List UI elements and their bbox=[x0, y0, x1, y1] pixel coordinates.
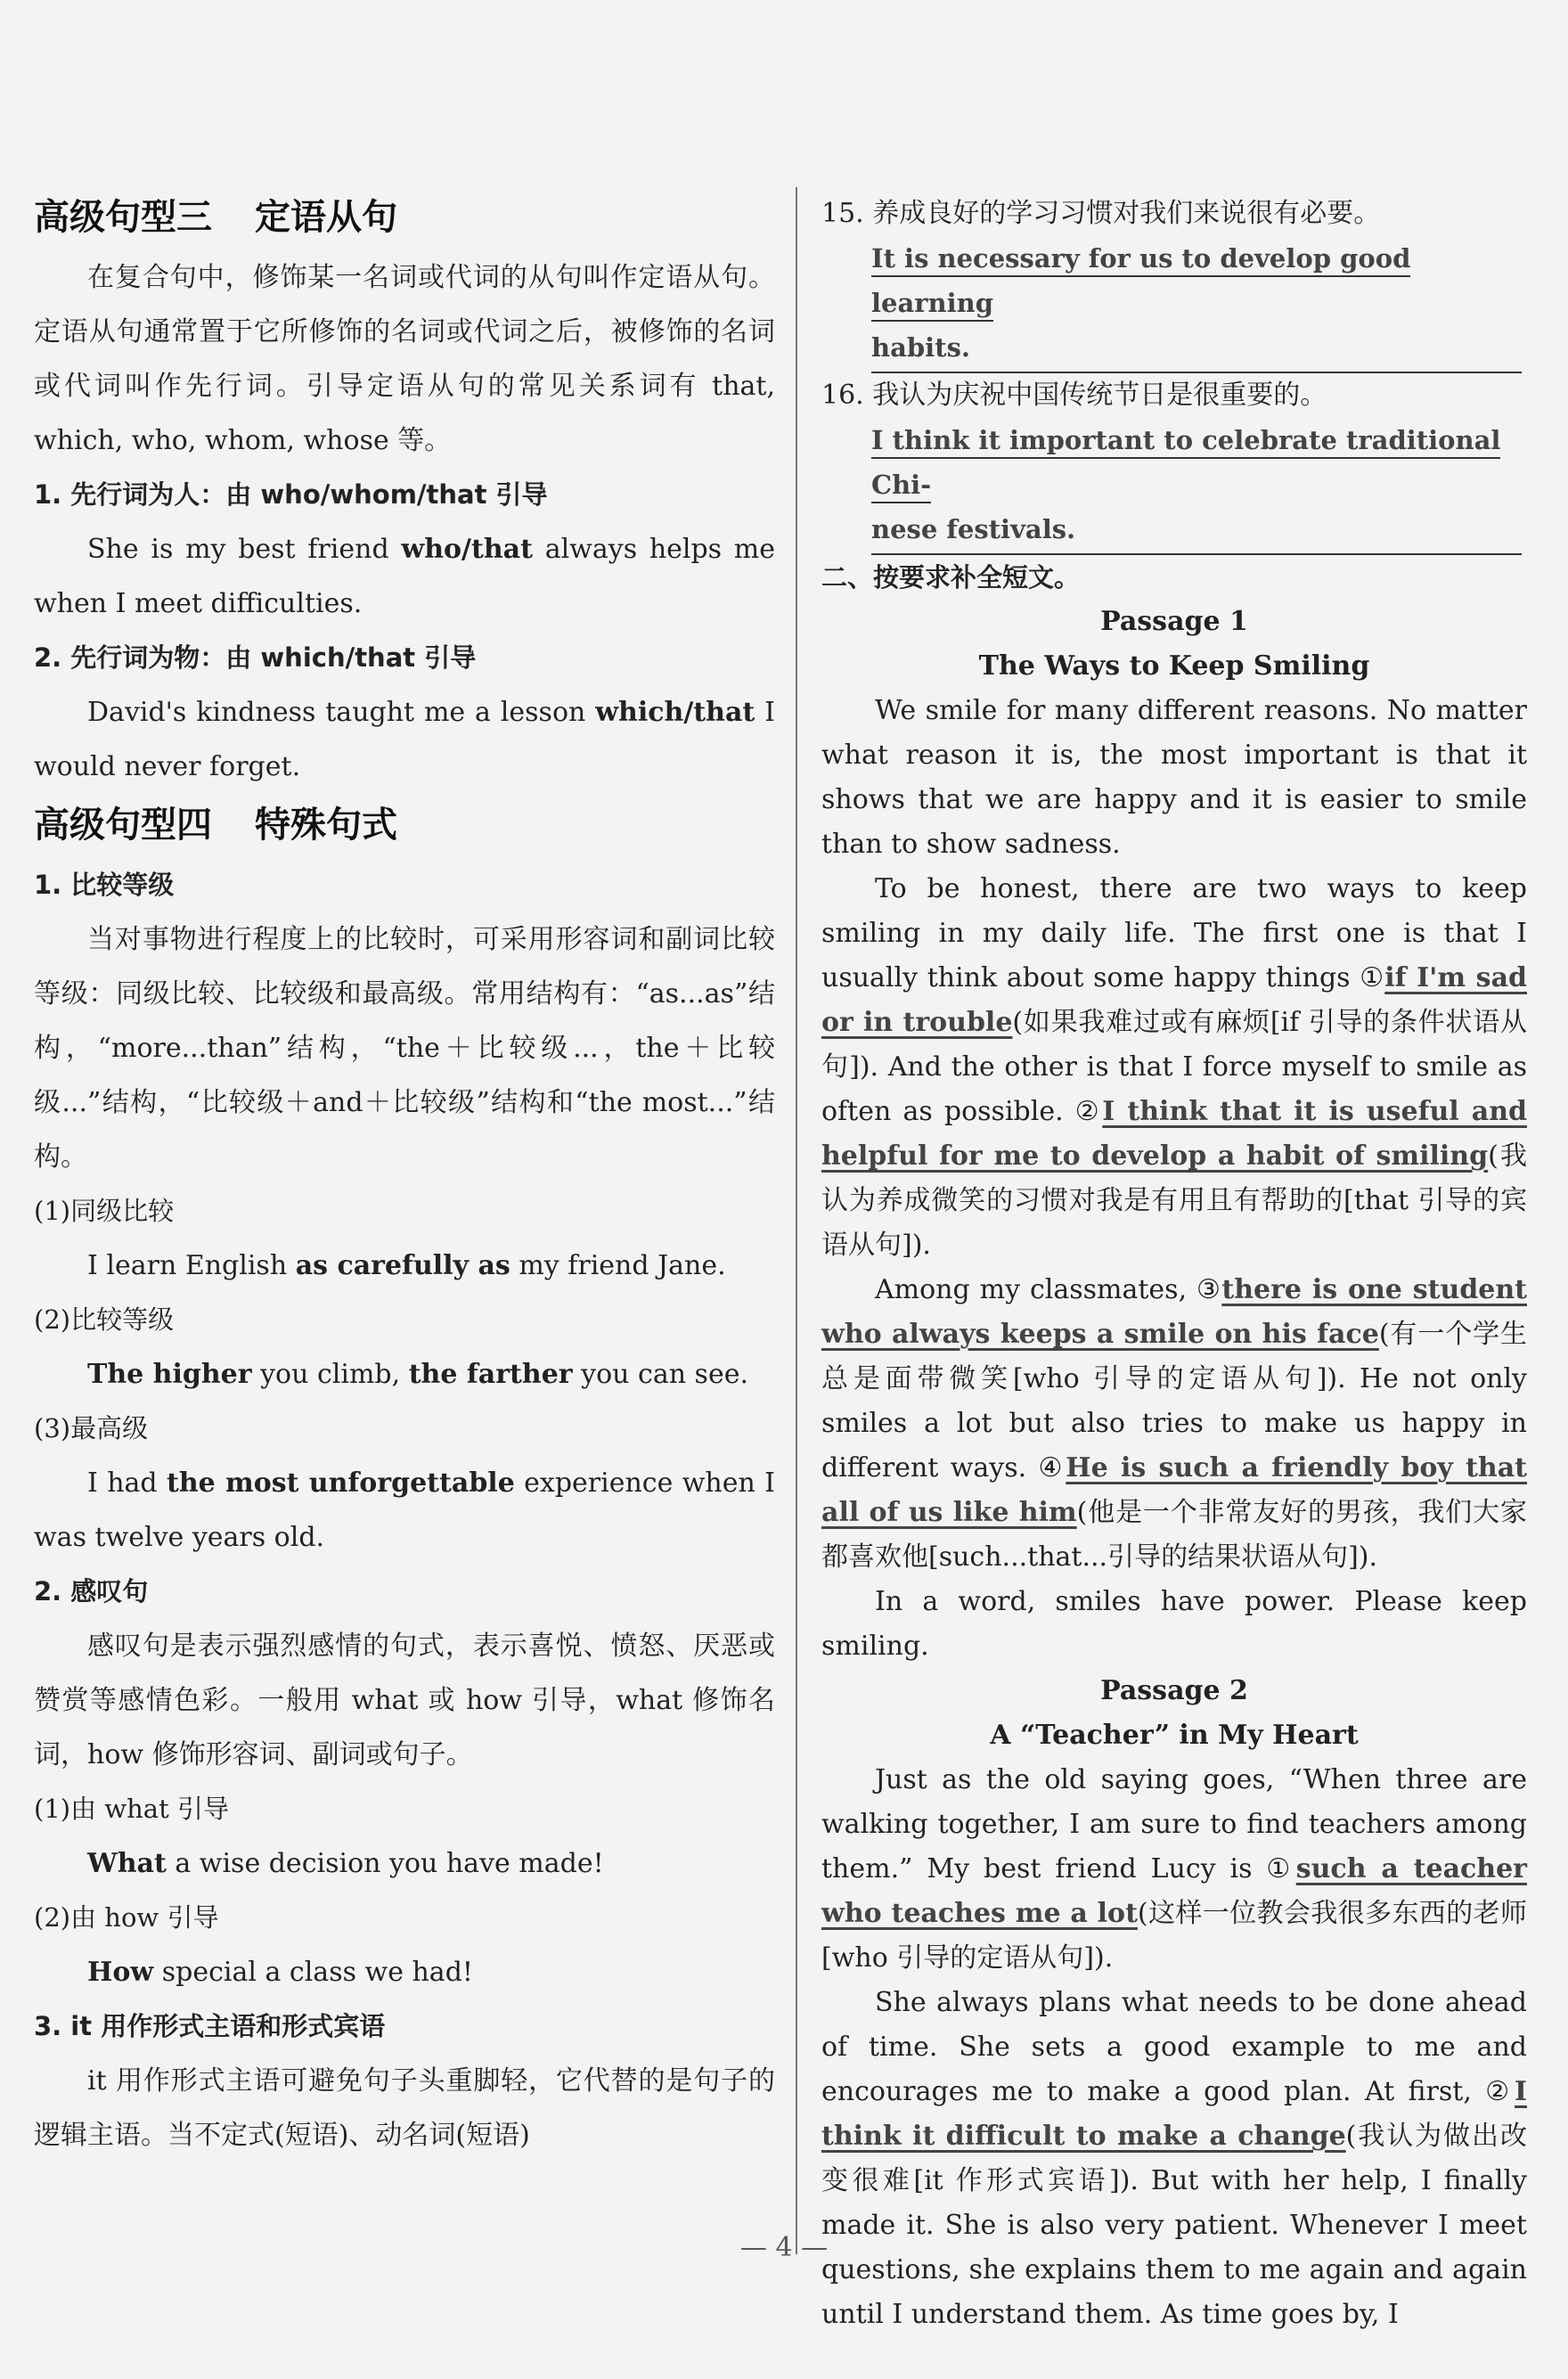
answer-15: It is necessary for us to develop good learning bbox=[821, 236, 1527, 325]
example-sentence: She is my best friend who/that always helps me when I meet difficulties. bbox=[34, 534, 776, 619]
column-divider bbox=[796, 187, 797, 2254]
section-heading-attributive-clause: 高级句型三 定语从句 bbox=[34, 197, 397, 238]
passage-2-paragraph: Just as the old saying goes, “When three are walking together, I am sure to find teachers among them.” My best friend Lucy is ①such a teacher who teaches me a lot(这样一位教会我很多东西的老师[who 引导的定语从句]). bbox=[821, 1764, 1527, 1974]
question-15: 15. 养成良好的学习习惯对我们来说很有必要。 bbox=[821, 198, 1381, 229]
section-heading-special-sentences: 高级句型四 特殊句式 bbox=[34, 805, 397, 846]
passage-1-paragraph: Among my classmates, ③there is one student who always keeps a smile on his face(有一个学生总是面带微笑[who 引导的定语从句]). He not only smiles a lot but also tries to make us happy in different ways. ④He is such a friendly boy that all of us like him(他是一个非常友好的男孩，我们大家都喜欢他[such...that...引导的结果状语从句]). bbox=[821, 1274, 1528, 1573]
exclamatory-intro: 感叹句是表示强烈感情的句式，表示喜悦、愤怒、厌恶或赞赏等感情色彩。一般用 what 或 how 引导，what 修饰名词，how 修饰形容词、副词或句子。 bbox=[34, 1631, 775, 1770]
subheading-formal-it: 3. it 用作形式主语和形式宾语 bbox=[34, 2011, 386, 2041]
answer-16-cont: nese festivals. bbox=[821, 507, 1527, 555]
subheading-what: (1)由 what 引导 bbox=[34, 1794, 229, 1824]
passage-2-title: A “Teacher” in My Heart bbox=[990, 1720, 1359, 1751]
section-two-heading: 二、按要求补全短文。 bbox=[821, 562, 1081, 593]
passage-1-paragraph: In a word, smiles have power. Please keep smiling. bbox=[821, 1586, 1527, 1662]
subheading-person-antecedent: 1. 先行词为人：由 who/whom/that 引导 bbox=[34, 479, 548, 510]
subheading-comparative: (2)比较等级 bbox=[34, 1304, 175, 1335]
formal-it-intro: it 用作形式主语可避免句子头重脚轻，它代替的是句子的逻辑主语。当不定式(短语)、动名词(短语) bbox=[34, 2065, 775, 2151]
passage-1-label: Passage 1 bbox=[1100, 606, 1248, 637]
example-sentence: David's kindness taught me a lesson which/that I would never forget. bbox=[34, 697, 775, 782]
example-sentence: I learn English as carefully as my friend Jane. bbox=[87, 1250, 726, 1281]
attributive-intro: 在复合句中，修饰某一名词或代词的从句叫作定语从句。定语从句通常置于它所修饰的名词或代词之后，被修饰的名词或代词叫作先行词。引导定语从句的常见关系词有 that, which, who, whom, whose 等。 bbox=[34, 262, 775, 456]
left-column bbox=[34, 192, 775, 2162]
subheading-superlative: (3)最高级 bbox=[34, 1413, 149, 1443]
passage-2-label: Passage 2 bbox=[1100, 1675, 1248, 1706]
example-sentence: I had the most unforgettable experience when I was twelve years old. bbox=[34, 1467, 775, 1553]
right-column bbox=[821, 192, 1527, 2337]
passage-2-paragraph: She always plans what needs to be done ahead of time. She sets a good example to me and encourages me to make a good plan. At first, ②I think it difficult to make a change(我认为做出改变很难[it 作形式宾语]). But with her help, I finally made it. She is also very patient. Whenever I meet questions, she explains them to me again and again until I understand them. As time goes by, I bbox=[821, 1987, 1527, 2330]
subheading-comparison: 1. 比较等级 bbox=[34, 870, 175, 900]
passage-1-paragraph: To be honest, there are two ways to keep smiling in my daily life. The first one is that I usually think about some happy things ①if I'm sad or in trouble(如果我难过或有麻烦[if 引导的条件状语从句]). And the other is that I force myself to smile as often as possible. ②I think that it is useful and helpful for me to develop a habit of smiling(我认为养成微笑的习惯对我是有用且有帮助的[that 引导的宾语从句]). bbox=[821, 873, 1527, 1261]
answer-15-cont: habits. bbox=[821, 325, 1527, 373]
answer-16: I think it important to celebrate traditional Chi- bbox=[821, 418, 1527, 507]
subheading-exclamatory: 2. 感叹句 bbox=[34, 1576, 149, 1606]
subheading-how: (2)由 how 引导 bbox=[34, 1902, 219, 1933]
question-16: 16. 我认为庆祝中国传统节日是很重要的。 bbox=[821, 380, 1327, 411]
subheading-thing-antecedent: 2. 先行词为物：由 which/that 引导 bbox=[34, 642, 477, 673]
page-number: — 4 — bbox=[739, 2232, 829, 2263]
passage-1-paragraph: We smile for many different reasons. No matter what reason it is, the most important is that it shows that we are happy and it is easier to smile than to show sadness. bbox=[821, 695, 1527, 860]
example-sentence: The higher you climb, the farther you can see. bbox=[87, 1359, 748, 1390]
example-sentence: What a wise decision you have made! bbox=[87, 1848, 604, 1879]
comparison-intro: 当对事物进行程度上的比较时，可采用形容词和副词比较等级：同级比较、比较级和最高级。常用结构有：“as...as”结构，“more...than”结构，“the＋比较级...，the＋比较级...”结构，“比较级＋and＋比较级”结构和“the most...”结构。 bbox=[34, 924, 775, 1173]
example-sentence: How special a class we had! bbox=[87, 1957, 473, 1988]
passage-1-title: The Ways to Keep Smiling bbox=[978, 650, 1370, 682]
subheading-equal-comparison: (1)同级比较 bbox=[34, 1196, 175, 1226]
